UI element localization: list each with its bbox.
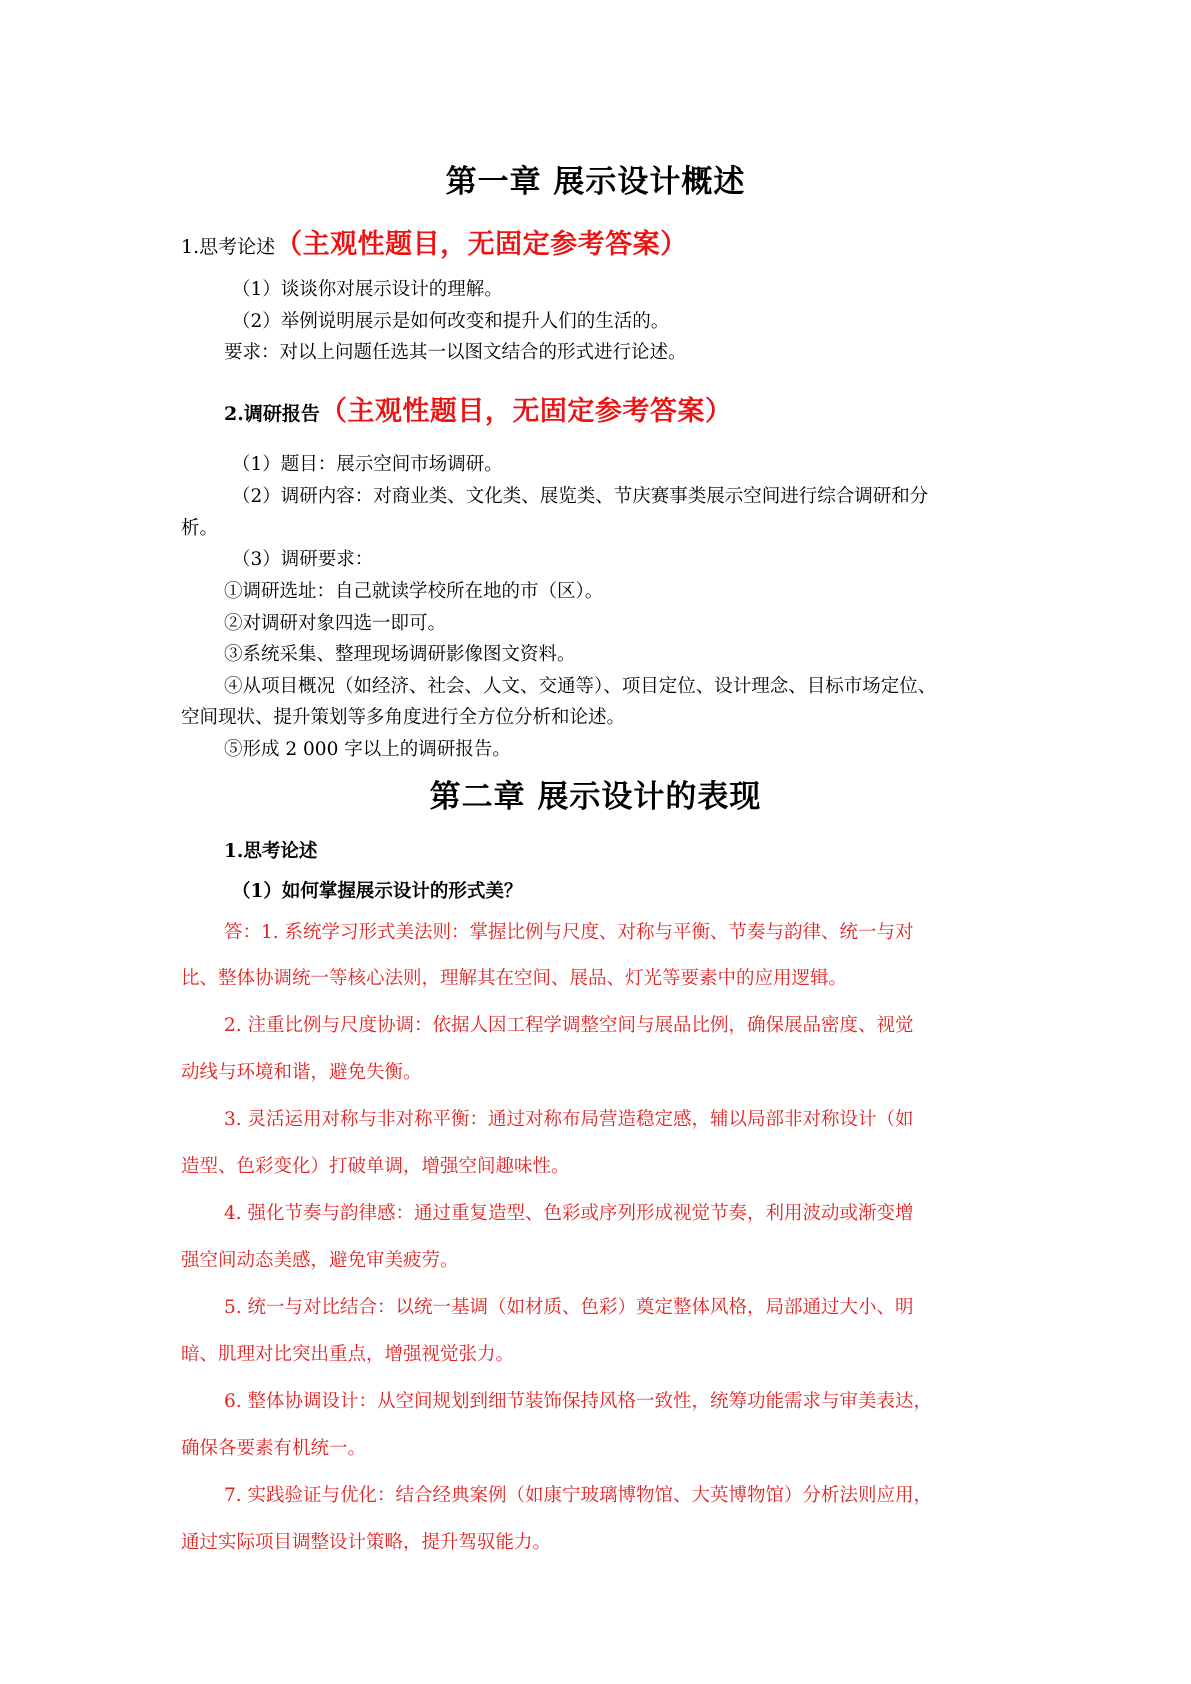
report-line: 析。 <box>181 518 219 539</box>
report-line: ③系统采集、整理现场调研影像图文资料。 <box>224 644 576 665</box>
answer-line: 3. 灵活运用对称与非对称平衡：通过对称布局营造稳定感，辅以局部非对称设计（如 <box>224 1109 914 1130</box>
answer-line: 动线与环境和谐，避免失衡。 <box>181 1062 422 1083</box>
answer-line: 比、整体协调统一等核心法则，理解其在空间、展品、灯光等要素中的应用逻辑。 <box>181 968 848 989</box>
report-line: ②对调研对象四选一即可。 <box>224 613 447 634</box>
section-heading-label: 1.思考论述 <box>181 236 276 258</box>
report-line: ⑤形成 2 000 字以上的调研报告。 <box>224 739 511 760</box>
answer-line: 6. 整体协调设计：从空间规划到细节装饰保持风格一致性，统筹功能需求与审美表达， <box>224 1391 933 1412</box>
answer-line: 7. 实践验证与优化：结合经典案例（如康宁玻璃博物馆、大英博物馆）分析法则应用， <box>224 1485 933 1506</box>
report-line: （3）调研要求： <box>232 549 374 570</box>
answer-line: 确保各要素有机统一。 <box>181 1438 367 1459</box>
chapter-1-section-1-heading <box>181 222 688 261</box>
answer-line: 通过实际项目调整设计策略，提升驾驭能力。 <box>181 1532 552 1553</box>
subjective-note: （主观性题目，无固定参考答案） <box>275 229 688 260</box>
chapter-2-section-1-heading: 1.思考论述 <box>224 841 318 862</box>
answer-line: 2. 注重比例与尺度协调：依据人因工程学调整空间与展品比例，确保展品密度、视觉 <box>224 1015 914 1036</box>
report-line: （2）调研内容：对商业类、文化类、展览类、节庆赛事类展示空间进行综合调研和分 <box>232 486 929 507</box>
answer-line: 暗、肌理对比突出重点，增强视觉张力。 <box>181 1344 515 1365</box>
report-line: ④从项目概况（如经济、社会、人文、交通等）、项目定位、设计理念、目标市场定位、 <box>224 676 937 697</box>
chapter-1-title: 第一章 展示设计概述 <box>445 164 746 200</box>
chapter-1-section-2-heading <box>224 389 732 428</box>
answer-line: 4. 强化节奏与韵律感：通过重复造型、色彩或序列形成视觉节奏，利用波动或渐变增 <box>224 1203 914 1224</box>
question-item: （1）谈谈你对展示设计的理解。 <box>232 279 503 300</box>
report-line: 空间现状、提升策划等多角度进行全方位分析和论述。 <box>181 707 626 728</box>
question-heading: （1）如何掌握展示设计的形式美？ <box>232 881 523 902</box>
answer-line: 答：1. 系统学习形式美法则：掌握比例与尺度、对称与平衡、节奏与韵律、统一与对 <box>224 922 914 943</box>
report-line: ①调研选址：自己就读学校所在地的市（区）。 <box>224 581 604 602</box>
subjective-note: （主观性题目，无固定参考答案） <box>319 396 733 427</box>
requirement-line: 要求：对以上问题任选其一以图文结合的形式进行论述。 <box>224 342 687 363</box>
answer-line: 5. 统一与对比结合：以统一基调（如材质、色彩）奠定整体风格，局部通过大小、明 <box>224 1297 914 1318</box>
section-heading-label: 2.调研报告 <box>224 403 320 425</box>
chapter-2-title: 第二章 展示设计的表现 <box>429 779 762 815</box>
answer-line: 强空间动态美感，避免审美疲劳。 <box>181 1250 459 1271</box>
question-item: （2）举例说明展示是如何改变和提升人们的生活的。 <box>232 311 670 332</box>
report-line: （1）题目：展示空间市场调研。 <box>232 454 503 475</box>
answer-line: 造型、色彩变化）打破单调，增强空间趣味性。 <box>181 1156 570 1177</box>
